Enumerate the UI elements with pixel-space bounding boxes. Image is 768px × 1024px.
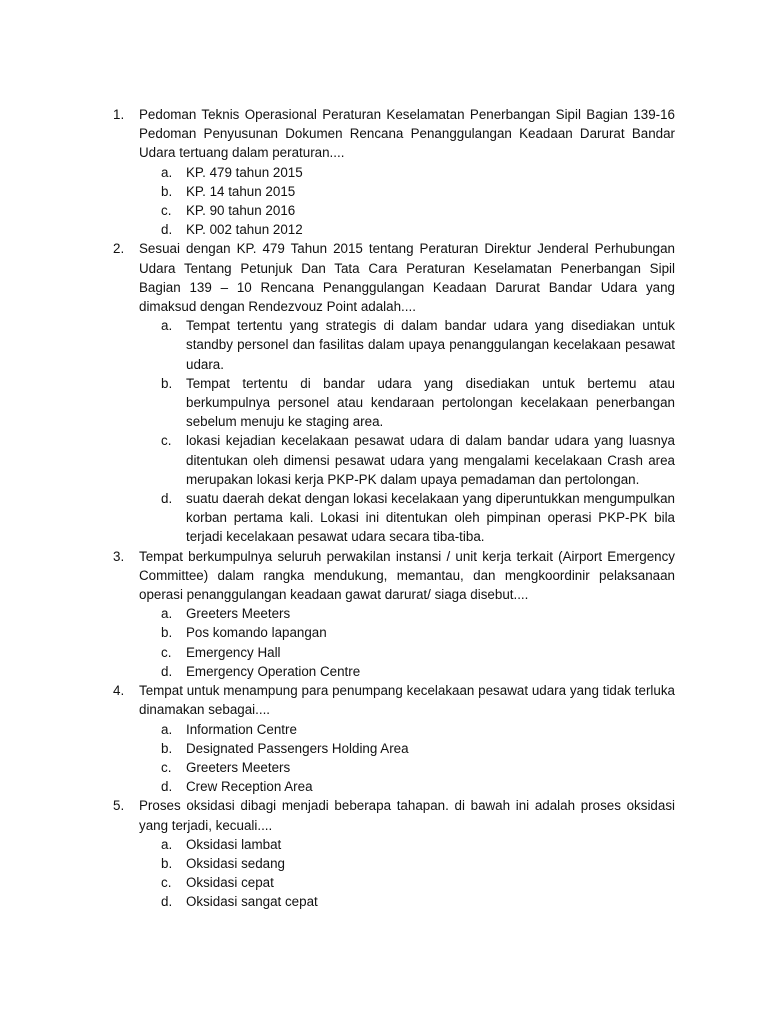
option-text: Oksidasi sangat cepat bbox=[186, 894, 318, 910]
option-text: Greeters Meeters bbox=[186, 759, 291, 775]
option-text: KP. 479 tahun 2015 bbox=[186, 164, 303, 180]
question-2 bbox=[113, 239, 675, 546]
option-item bbox=[139, 892, 675, 911]
question-number: 3. bbox=[113, 548, 125, 564]
option-list bbox=[139, 163, 675, 240]
option-item bbox=[139, 374, 675, 432]
option-text: Crew Reception Area bbox=[186, 779, 313, 795]
option-item bbox=[139, 643, 675, 662]
option-item bbox=[139, 489, 675, 547]
option-letter: c. bbox=[161, 875, 172, 891]
question-4 bbox=[113, 681, 675, 796]
option-letter: b. bbox=[161, 855, 173, 871]
option-text: lokasi kejadian kecelakaan pesawat udara di dalam bandar udara yang luasnya ditentukan oleh dimensi pesawat udara yang mengalami kecelakaan Crash area merupakan lokasi kerja PKP-PK dalam upaya pemadaman dan pertolongan. bbox=[186, 433, 675, 487]
option-letter: d. bbox=[161, 779, 173, 795]
option-item bbox=[139, 431, 675, 489]
option-item bbox=[139, 758, 675, 777]
option-letter: a. bbox=[161, 721, 173, 737]
option-letter: d. bbox=[161, 894, 173, 910]
option-text: Greeters Meeters bbox=[186, 606, 291, 622]
question-3 bbox=[113, 547, 675, 681]
option-item bbox=[139, 201, 675, 220]
option-list bbox=[139, 720, 675, 797]
option-text: KP. 14 tahun 2015 bbox=[186, 183, 296, 199]
option-text: Information Centre bbox=[186, 721, 297, 737]
question-5 bbox=[113, 796, 675, 911]
option-letter: a. bbox=[161, 836, 173, 852]
option-text: suatu daerah dekat dengan lokasi kecelakaan yang diperuntukkan mengumpulkan korban pertama kali. Lokasi ini ditentukan oleh pimpinan operasi PKP-PK bila terjadi kecelakaan pesawat udara secara tiba-tiba. bbox=[186, 491, 675, 545]
option-item bbox=[139, 623, 675, 642]
option-item bbox=[139, 163, 675, 182]
option-text: Designated Passengers Holding Area bbox=[186, 740, 409, 756]
option-list bbox=[139, 316, 675, 546]
option-item bbox=[139, 662, 675, 681]
option-letter: d. bbox=[161, 663, 173, 679]
option-letter: c. bbox=[161, 644, 172, 660]
option-item bbox=[139, 316, 675, 374]
question-number: 1. bbox=[113, 107, 125, 122]
option-letter: b. bbox=[161, 375, 173, 391]
option-item bbox=[139, 182, 675, 201]
question-list bbox=[113, 105, 675, 912]
option-item bbox=[139, 220, 675, 239]
option-text: Pos komando lapangan bbox=[186, 625, 327, 641]
question-number: 4. bbox=[113, 683, 125, 699]
option-item bbox=[139, 835, 675, 854]
question-text: Proses oksidasi dibagi menjadi beberapa tahapan. di bawah ini adalah proses oksidasi yang terjadi, kecuali.... bbox=[139, 798, 675, 833]
question-text: Tempat untuk menampung para penumpang kecelakaan pesawat udara yang tidak terluka dinamakan sebagai.... bbox=[139, 683, 675, 718]
option-list bbox=[139, 604, 675, 681]
option-letter: b. bbox=[161, 625, 173, 641]
option-text: KP. 90 tahun 2016 bbox=[186, 203, 296, 219]
option-text: KP. 002 tahun 2012 bbox=[186, 222, 303, 238]
option-letter: d. bbox=[161, 491, 173, 507]
option-letter: c. bbox=[161, 203, 172, 219]
option-item bbox=[139, 604, 675, 623]
question-text: Tempat berkumpulnya seluruh perwakilan instansi / unit kerja terkait (Airport Emergency Committee) dalam rangka mendukung, memantau, dan mengkoordinir pelaksanaan operasi penanggulangan keadaan gawat darurat/ siaga disebut.... bbox=[139, 548, 675, 603]
option-text: Oksidasi cepat bbox=[186, 875, 274, 891]
question-number: 5. bbox=[113, 798, 125, 814]
option-letter: a. bbox=[161, 164, 173, 180]
question-1 bbox=[113, 105, 675, 239]
option-letter: d. bbox=[161, 222, 173, 238]
option-text: Emergency Operation Centre bbox=[186, 663, 361, 679]
option-text: Emergency Hall bbox=[186, 644, 281, 660]
option-letter: b. bbox=[161, 183, 173, 199]
option-text: Oksidasi lambat bbox=[186, 836, 282, 852]
question-text: Pedoman Teknis Operasional Peraturan Keselamatan Penerbangan Sipil Bagian 139-16 Pedoman Penyusunan Dokumen Rencana Penanggulangan Keadaan Darurat Bandar Udara tertuang dalam peraturan.... bbox=[139, 107, 675, 161]
option-letter: a. bbox=[161, 318, 173, 334]
option-item bbox=[139, 720, 675, 739]
option-item bbox=[139, 854, 675, 873]
option-item bbox=[139, 873, 675, 892]
option-letter: c. bbox=[161, 433, 172, 449]
option-text: Oksidasi sedang bbox=[186, 855, 285, 871]
option-item bbox=[139, 739, 675, 758]
option-text: Tempat tertentu di bandar udara yang disediakan untuk bertemu atau berkumpulnya personel atau kendaraan pertolongan kecelakaan penerbangan sebelum menuju ke staging area. bbox=[186, 375, 675, 430]
option-letter: a. bbox=[161, 606, 173, 622]
option-text: Tempat tertentu yang strategis di dalam bandar udara yang disediakan untuk standby personel dan fasilitas dalam upaya penanggulangan kecelakaan pesawat udara. bbox=[186, 318, 675, 372]
option-list bbox=[139, 835, 675, 912]
question-text: Sesuai dengan KP. 479 Tahun 2015 tentang Peraturan Direktur Jenderal Perhubungan Udara Tentang Petunjuk Dan Tata Cara Peraturan Keselamatan Penerbangan Sipil Bagian 139 – 10 Rencana Penanggulangan Keadaan Darurat Bandar Udara yang dimaksud dengan Rendezvouz Point adalah.... bbox=[139, 241, 675, 315]
option-letter: b. bbox=[161, 740, 173, 756]
question-number: 2. bbox=[113, 241, 125, 257]
option-letter: c. bbox=[161, 759, 172, 775]
option-item bbox=[139, 777, 675, 796]
